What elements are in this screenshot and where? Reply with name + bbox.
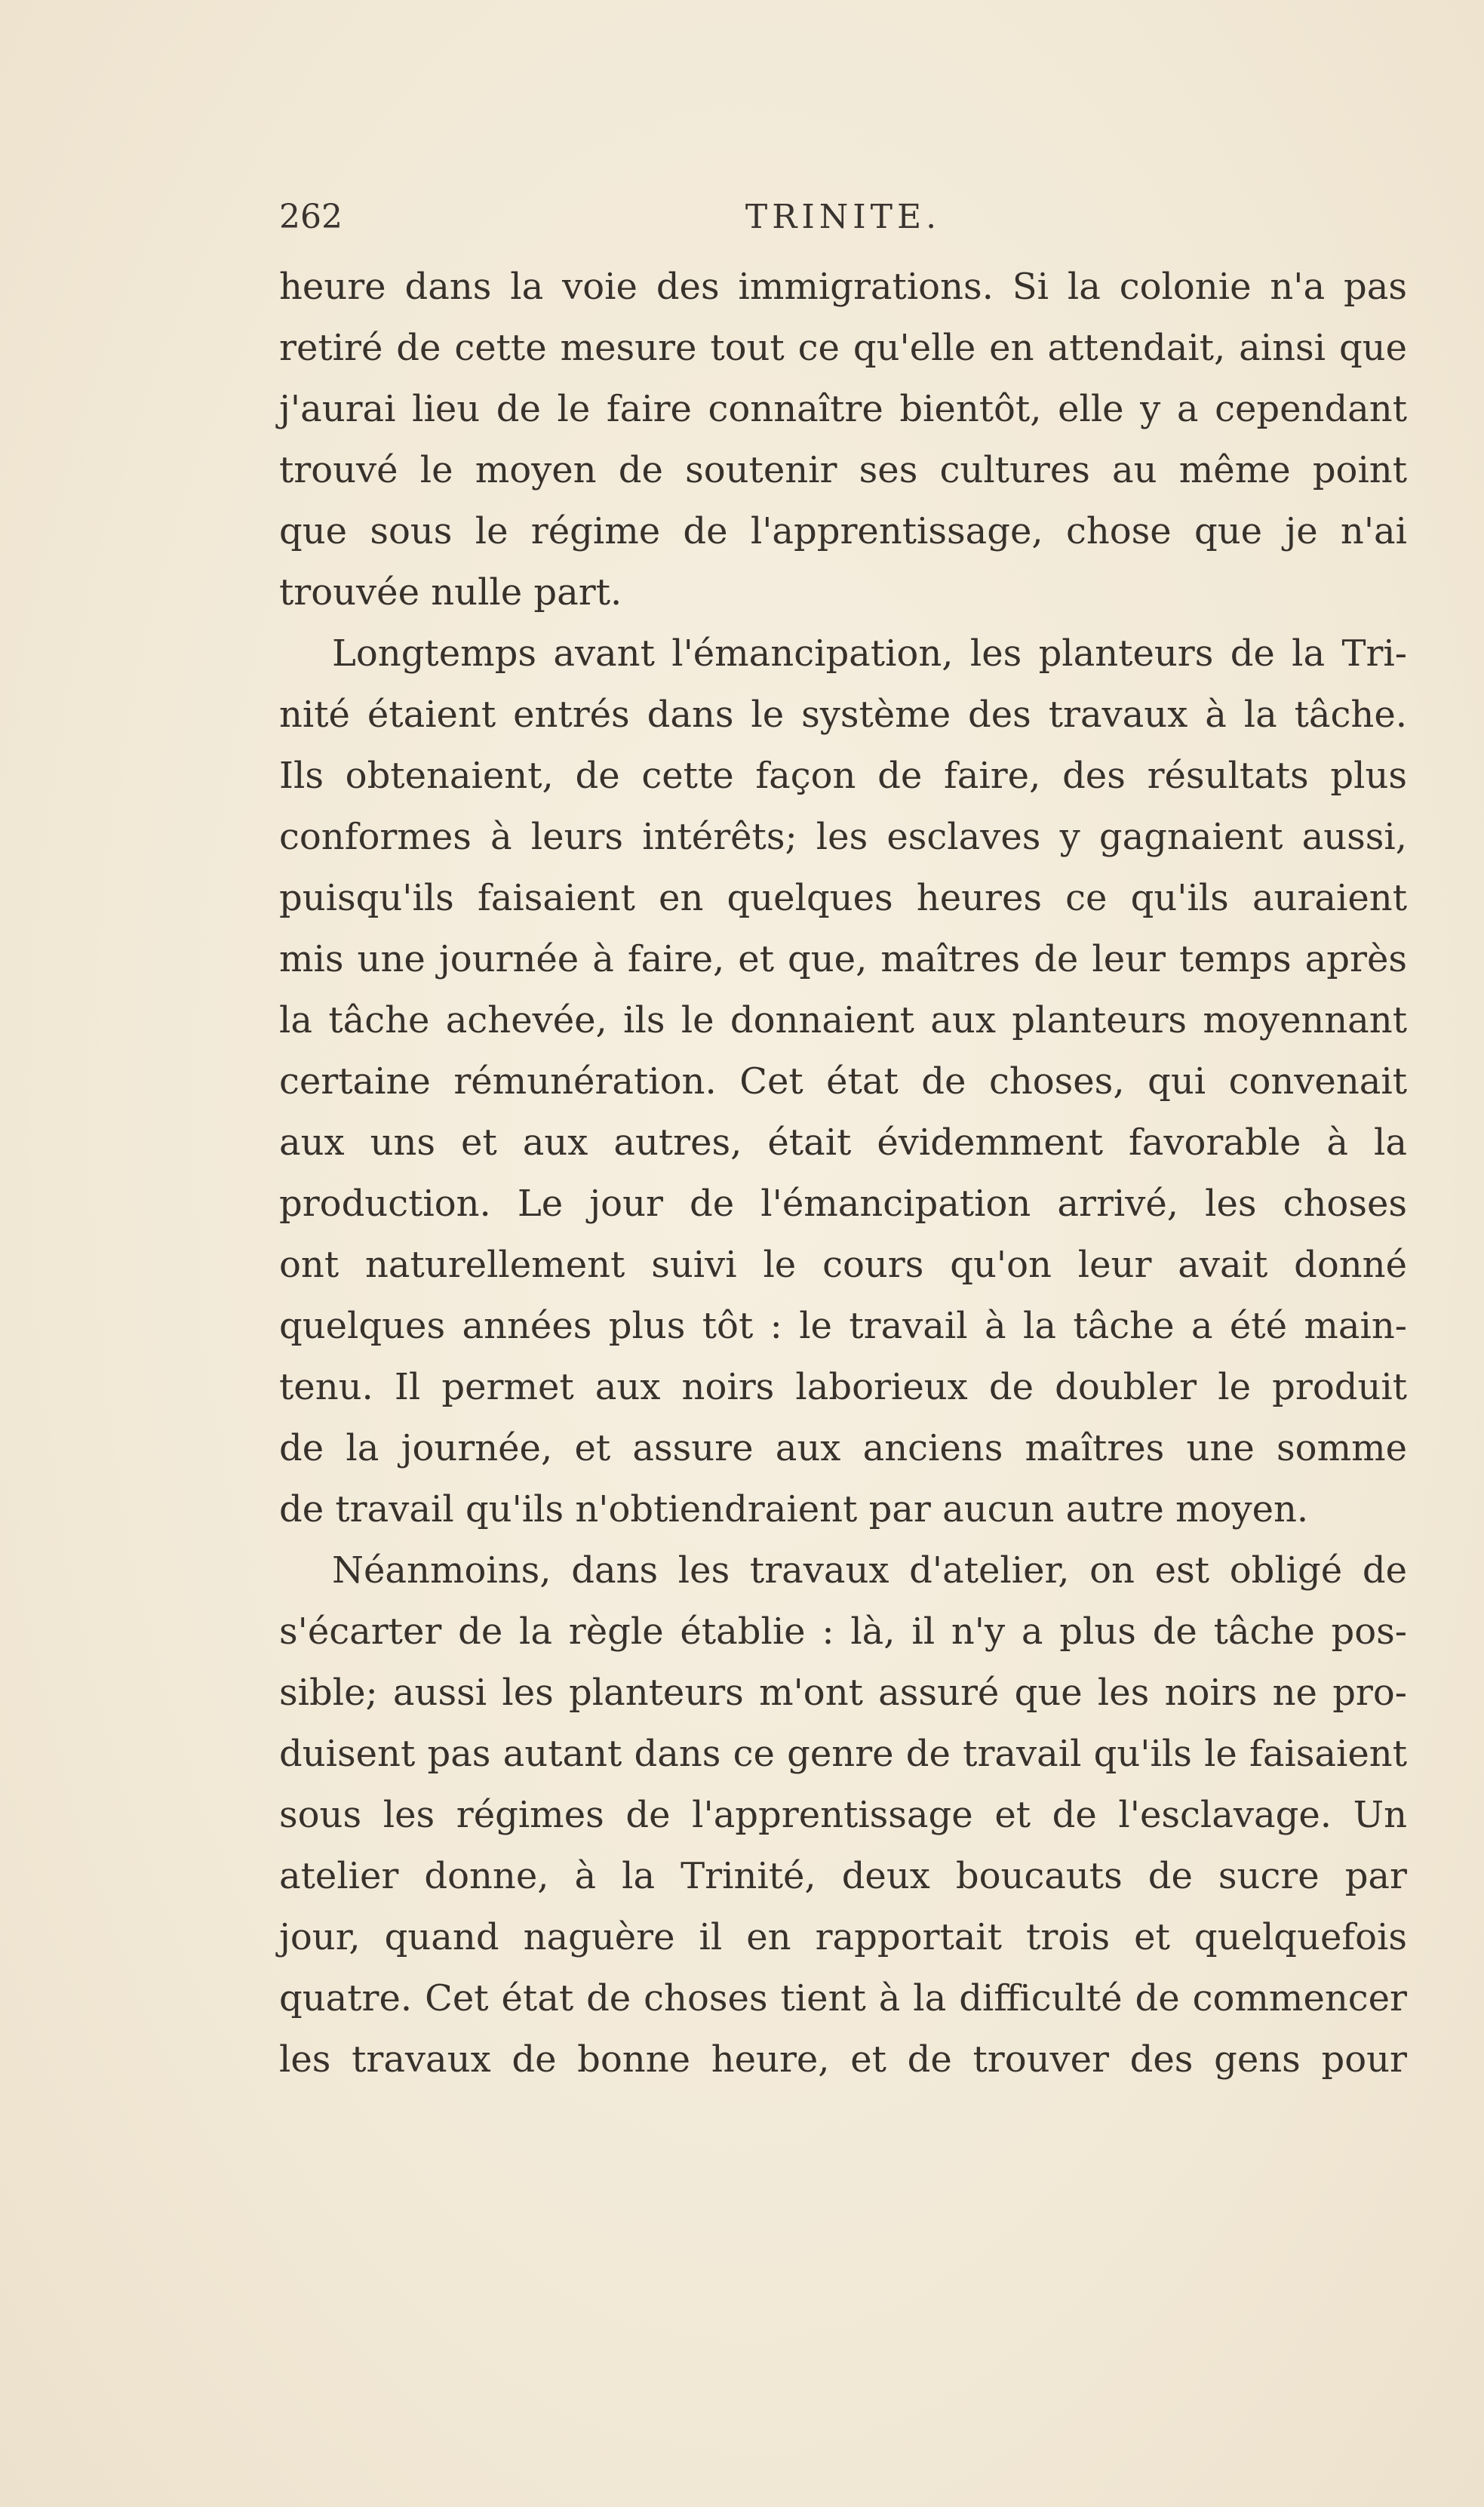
text-line: heure dans la voie des immigrations. Si la colonie n'a pas	[279, 266, 1407, 308]
text-line: trouvée nulle part.	[279, 571, 622, 614]
body-text	[279, 257, 1407, 2090]
text-line: que sous le régime de l'apprentissage, chose que je n'ai	[279, 510, 1407, 552]
text-line: jour, quand naguère il en rapportait trois et quelquefois	[279, 1916, 1407, 1958]
text-line: aux uns et aux autres, était évidemment favorable à la	[279, 1121, 1407, 1164]
text-line: retiré de cette mesure tout ce qu'elle en attendait, ainsi que	[279, 327, 1407, 369]
text-line: les travaux de bonne heure, et de trouver des gens pour	[279, 2038, 1407, 2081]
text-line: mis une journée à faire, et que, maîtres de leur temps après	[279, 938, 1407, 980]
text-line: Ils obtenaient, de cette façon de faire, des résultats plus	[279, 755, 1407, 797]
text-line: duisent pas autant dans ce genre de travail qu'ils le faisaient	[279, 1733, 1407, 1775]
text-line: ont naturellement suivi le cours qu'on leur avait donné	[279, 1244, 1407, 1286]
text-line: production. Le jour de l'émancipation arrivé, les choses	[279, 1183, 1407, 1225]
text-line: de travail qu'ils n'obtiendraient par aucun autre moyen.	[279, 1488, 1309, 1530]
paragraph-2	[279, 623, 1407, 1540]
running-head: TRINITE.	[745, 198, 942, 236]
text-line: Néanmoins, dans les travaux d'atelier, on est obligé de	[332, 1549, 1407, 1592]
text-line: trouvé le moyen de soutenir ses cultures au même point	[279, 449, 1407, 491]
page-number: 262	[279, 198, 343, 236]
text-line: quelques années plus tôt : le travail à la tâche a été main-	[279, 1305, 1407, 1347]
text-line: puisqu'ils faisaient en quelques heures ce qu'ils auraient	[279, 877, 1407, 919]
text-line: sous les régimes de l'apprentissage et de l'esclavage. Un	[279, 1794, 1407, 1836]
text-line: de la journée, et assure aux anciens maîtres une somme	[279, 1427, 1407, 1469]
paragraph-1	[279, 257, 1407, 623]
paragraph-3	[279, 1540, 1407, 2090]
text-line: atelier donne, à la Trinité, deux boucauts de sucre par	[279, 1855, 1407, 1897]
text-line: certaine rémunération. Cet état de choses, qui convenait	[279, 1060, 1407, 1103]
text-line: la tâche achevée, ils le donnaient aux planteurs moyennant	[279, 999, 1407, 1041]
text-line: nité étaient entrés dans le système des travaux à la tâche.	[279, 694, 1407, 736]
text-line: conformes à leurs intérêts; les esclaves y gagnaient aussi,	[279, 816, 1407, 858]
text-line: Longtemps avant l'émancipation, les planteurs de la Tri-	[332, 632, 1407, 675]
text-line: quatre. Cet état de choses tient à la difficulté de commencer	[279, 1977, 1407, 2019]
text-line: tenu. Il permet aux noirs laborieux de doubler le produit	[279, 1366, 1407, 1408]
text-line: j'aurai lieu de le faire connaître bientôt, elle y a cependant	[279, 388, 1407, 430]
text-line: sible; aussi les planteurs m'ont assuré que les noirs ne pro-	[279, 1672, 1407, 1714]
page-header	[279, 195, 1407, 248]
text-line: s'écarter de la règle établie : là, il n'y a plus de tâche pos-	[279, 1610, 1407, 1653]
